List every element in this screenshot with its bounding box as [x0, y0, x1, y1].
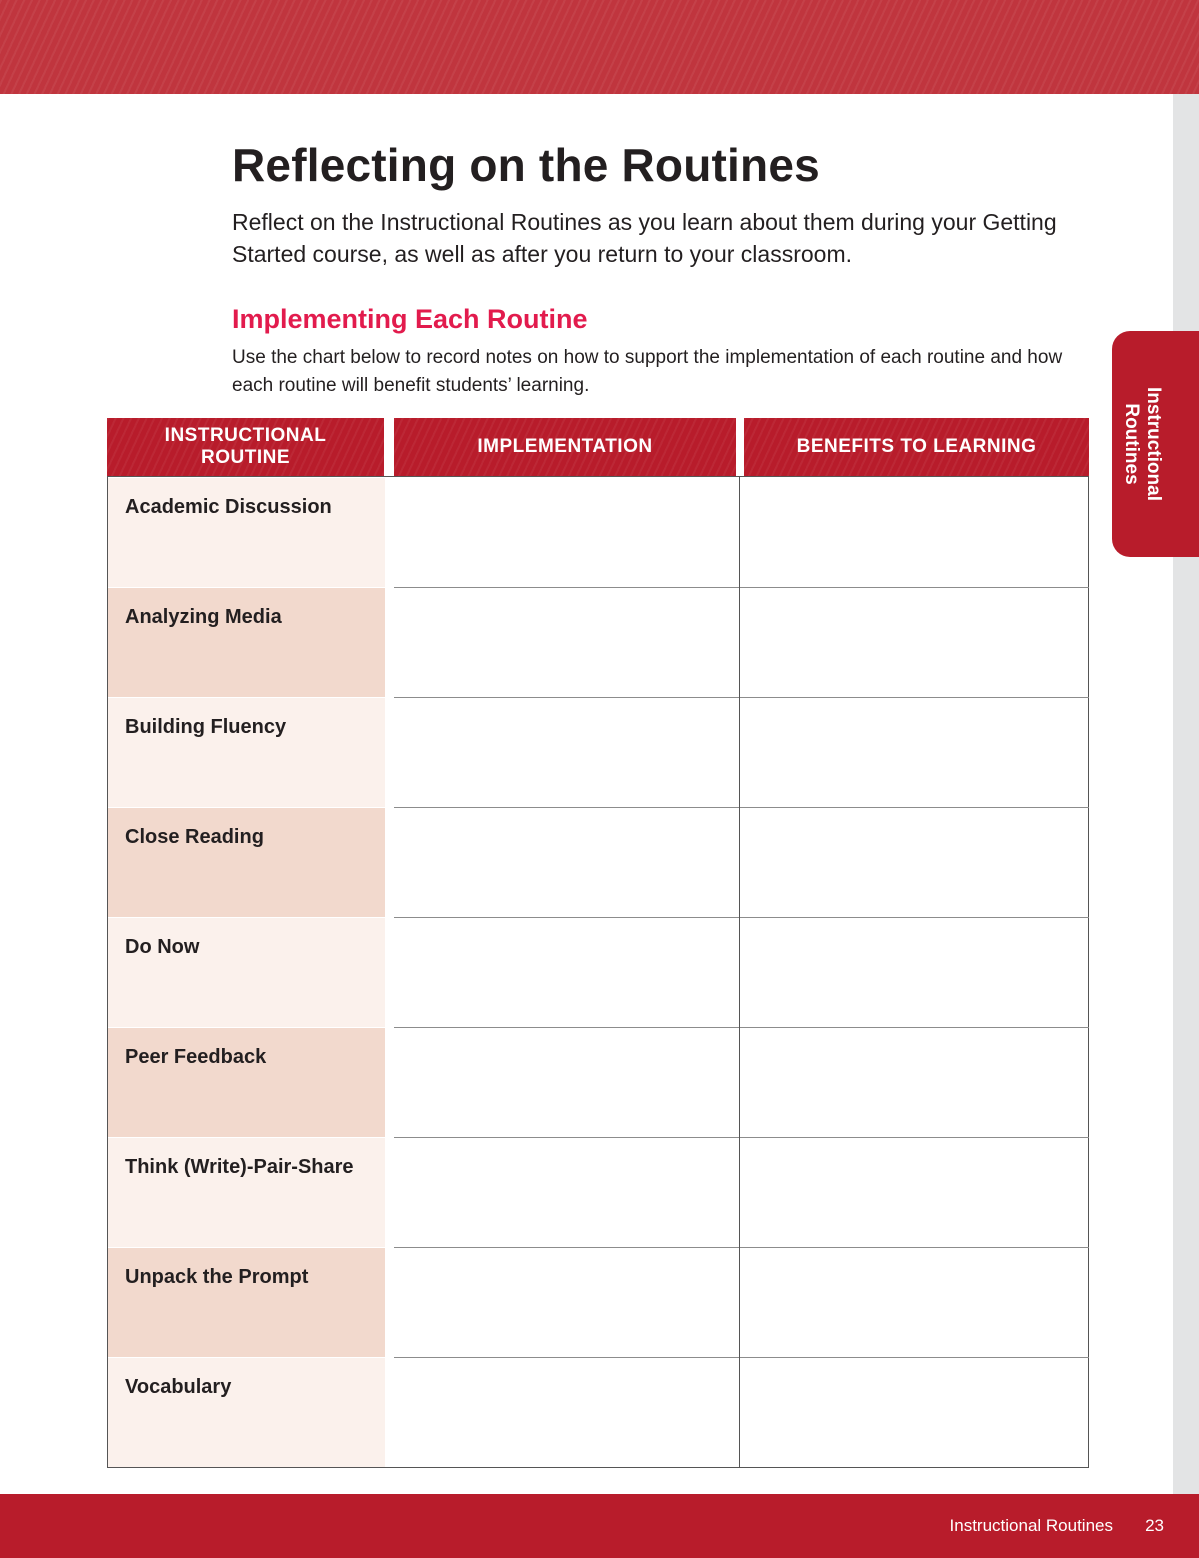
section-tab-label: Instructional Routines [1121, 386, 1164, 501]
top-banner [0, 0, 1199, 94]
implementation-cell[interactable] [394, 1248, 739, 1358]
benefits-cell[interactable] [740, 698, 1089, 808]
footer-bar [0, 1494, 1199, 1558]
row-label-do-now: Do Now [108, 918, 385, 1027]
benefits-cell[interactable] [740, 588, 1089, 698]
footer-section-label: Instructional Routines [949, 1516, 1113, 1535]
implementation-cell[interactable] [394, 1028, 739, 1138]
header-implementation [394, 418, 736, 476]
header-instructional-routine [107, 418, 384, 476]
row-label-peer-feedback: Peer Feedback [108, 1028, 385, 1137]
row-label-academic-discussion: Academic Discussion [108, 478, 385, 587]
page-number: 23 [1145, 1516, 1164, 1535]
row-label-think-write-pair-share: Think (Write)-Pair-Share [108, 1138, 385, 1247]
benefits-cell[interactable] [740, 918, 1089, 1028]
header-routine-line1: INSTRUCTIONAL [164, 425, 327, 446]
row-label-vocabulary: Vocabulary [108, 1358, 385, 1467]
benefits-cell[interactable] [740, 808, 1089, 918]
implementation-cell[interactable] [394, 808, 739, 918]
row-label-building-fluency: Building Fluency [108, 698, 385, 807]
benefits-cell[interactable] [740, 1138, 1089, 1248]
header-implementation-label: IMPLEMENTATION [477, 436, 653, 457]
page-title: Reflecting on the Routines [232, 139, 820, 191]
column-divider [739, 476, 740, 1468]
implementation-cell[interactable] [394, 918, 739, 1028]
benefits-cell[interactable] [740, 478, 1089, 588]
header-benefits-label: BENEFITS TO LEARNING [796, 436, 1037, 457]
implementation-cell[interactable] [394, 1138, 739, 1248]
row-label-close-reading: Close Reading [108, 808, 385, 917]
row-label-unpack-the-prompt: Unpack the Prompt [108, 1248, 385, 1357]
implementation-cell[interactable] [394, 698, 739, 808]
implementation-cell[interactable] [394, 588, 739, 698]
implementation-cell[interactable] [394, 1358, 739, 1468]
implementation-cell[interactable] [394, 478, 739, 588]
header-benefits [744, 418, 1089, 476]
benefits-cell[interactable] [740, 1028, 1089, 1138]
benefits-cell[interactable] [740, 1248, 1089, 1358]
section-heading: Implementing Each Routine [232, 304, 588, 334]
header-routine-line2: ROUTINE [201, 447, 290, 468]
side-margin-strip [1173, 94, 1199, 1494]
benefits-cell[interactable] [740, 1358, 1089, 1468]
intro-paragraph: Reflect on the Instructional Routines as you learn about them during your Getting Started course, as well as after you return to your classroom. [232, 209, 1057, 267]
row-label-analyzing-media: Analyzing Media [108, 588, 385, 697]
instructions-paragraph: Use the chart below to record notes on how to support the implementation of each routine and how each routine will benefit students’ learning. [232, 347, 1063, 396]
